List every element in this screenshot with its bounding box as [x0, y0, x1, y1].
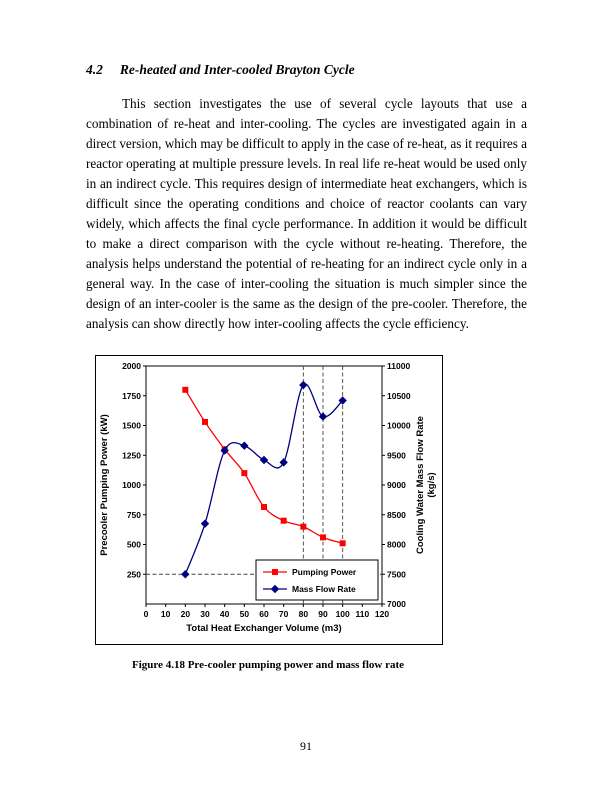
left-tick-label: 1000 — [122, 480, 141, 490]
right-tick-label: 10500 — [387, 390, 411, 401]
right-tick-label: 7500 — [387, 569, 406, 580]
x-tick-label: 20 — [180, 609, 191, 619]
left-axis — [122, 361, 146, 579]
x-tick-label: 60 — [259, 609, 269, 619]
left-tick-label: 1250 — [122, 450, 141, 461]
x-tick-label: 120 — [374, 609, 390, 619]
right-tick-label: 9500 — [387, 450, 406, 461]
left-tick-label: 500 — [126, 539, 141, 550]
x-axis — [144, 604, 390, 619]
left-tick-label: 2000 — [122, 361, 141, 371]
x-tick-label: 100 — [335, 609, 350, 619]
left-tick-label: 1750 — [122, 390, 141, 401]
x-tick-label: 0 — [143, 609, 149, 619]
right-tick-label: 9000 — [387, 480, 406, 490]
right-axis-title-unit: (kg/s) — [426, 472, 437, 498]
right-tick-label: 8000 — [387, 539, 406, 550]
legend-label: Mass Flow Rate — [292, 584, 356, 594]
section-heading — [86, 62, 527, 78]
left-tick-label: 250 — [126, 569, 141, 580]
x-tick-label: 40 — [219, 609, 230, 619]
page-number: 91 — [300, 739, 312, 753]
right-tick-label: 11000 — [387, 361, 411, 371]
chart-figure — [96, 356, 442, 644]
figure-chart-box — [95, 355, 443, 645]
right-tick-label: 10000 — [387, 420, 411, 431]
x-tick-label: 30 — [200, 609, 210, 619]
x-tick-label: 90 — [318, 609, 328, 619]
body-paragraph: This section investigates the use of several cycle layouts that use a combination of re-heat and inter-cooling. The cycles are investigated again in a direct version, which may be difficult to apply in the case of re-heat, as it requires a reactor operating at multiple pressure levels. In real life re-heat would be used only in an indirect cycle. This requires design of intermediate heat exchangers, which is difficult since the operating conditions and choice of reactor coolants can vary widely, which affects the final cycle performance. In addition it would be difficult to make a direct comparison with the cycle without re-heating. Therefore, the analysis helps understand the potential of re-heating for an indirect cycle only in a general way. In the case of inter-cooling the situation is much simpler since the design of an inter-cooler is the same as the design of the pre-cooler. Therefore, the analysis can show directly how inter-cooling affects the cycle efficiency. — [86, 96, 527, 331]
right-axis-title: Cooling Water Mass Flow Rate — [415, 416, 426, 554]
left-tick-label: 750 — [126, 509, 141, 520]
right-tick-label: 8500 — [387, 509, 406, 520]
left-tick-label: 1500 — [122, 420, 141, 431]
x-axis-title: Total Heat Exchanger Volume (m3) — [186, 623, 342, 634]
legend — [256, 560, 378, 600]
section-title: Re-heated and Inter-cooled Brayton Cycle — [119, 62, 355, 77]
x-tick-label: 70 — [278, 609, 289, 619]
x-tick-label: 80 — [298, 609, 309, 619]
figure-caption: Figure 4.18 Pre-cooler pumping power and mass flow rate — [131, 659, 405, 671]
right-axis — [382, 361, 411, 609]
page-content — [86, 0, 527, 671]
left-axis-title: Precooler Pumping Power (kW) — [99, 414, 110, 556]
legend-label: Pumping Power — [292, 567, 357, 577]
section-number: 4.2 — [86, 62, 103, 77]
x-tick-label: 110 — [355, 609, 370, 619]
x-tick-label: 10 — [160, 609, 171, 619]
right-tick-label: 7000 — [387, 599, 406, 609]
x-tick-label: 50 — [239, 609, 250, 619]
